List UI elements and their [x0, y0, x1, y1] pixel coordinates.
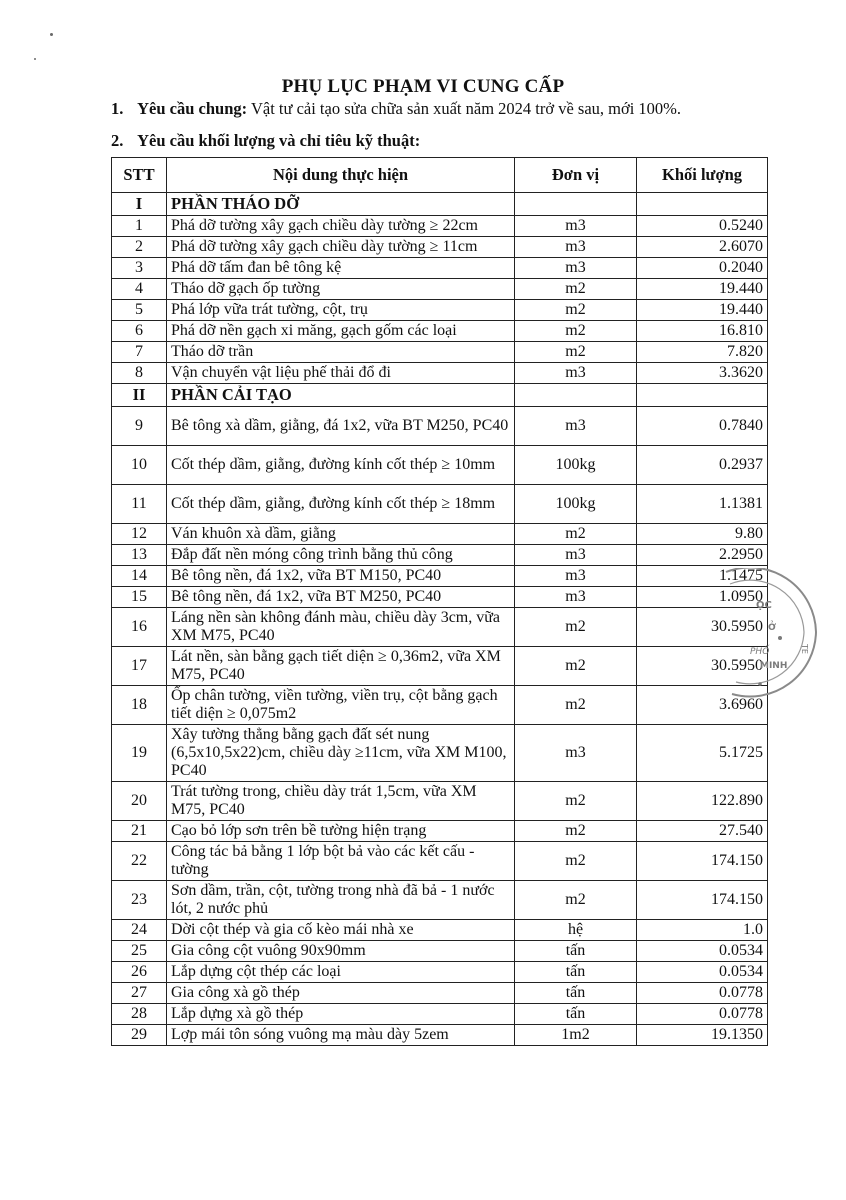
work-description: Bê tông nền, đá 1x2, vữa BT M250, PC40 [167, 587, 515, 608]
unit-cell: m2 [515, 782, 637, 821]
unit-cell: m2 [515, 279, 637, 300]
table-row [112, 321, 768, 342]
work-description: Tháo dỡ trần [167, 342, 515, 363]
work-description: Bê tông xà dầm, giằng, đá 1x2, vữa BT M250, PC40 [167, 407, 515, 446]
row-number: 5 [112, 300, 167, 321]
row-number: 26 [112, 962, 167, 983]
quantity-cell: 27.540 [637, 821, 768, 842]
unit-cell: 1m2 [515, 1025, 637, 1046]
stamp-text: MINH [760, 661, 788, 671]
table-row [112, 342, 768, 363]
row-number: 6 [112, 321, 167, 342]
work-description: Phá dỡ tường xây gạch chiều dày tường ≥ 22cm [167, 216, 515, 237]
table-row [112, 279, 768, 300]
work-description: Bê tông nền, đá 1x2, vữa BT M150, PC40 [167, 566, 515, 587]
work-description: Sơn dầm, trần, cột, tường trong nhà đã bả - 1 nước lót, 2 nước phủ [167, 881, 515, 920]
table-row [112, 920, 768, 941]
table-row [112, 300, 768, 321]
empty-cell [515, 193, 637, 216]
table-row [112, 407, 768, 446]
quantity-cell: 30.5950 [637, 608, 768, 647]
quantity-cell: 19.440 [637, 300, 768, 321]
work-description: Lắp dựng xà gồ thép [167, 1004, 515, 1025]
quantity-cell: 174.150 [637, 881, 768, 920]
work-description: Cốt thép dầm, giằng, đường kính cốt thép ≥ 18mm [167, 485, 515, 524]
unit-cell: tấn [515, 962, 637, 983]
work-description: Trát tường trong, chiều dày trát 1,5cm, vữa XM M75, PC40 [167, 782, 515, 821]
table-row [112, 545, 768, 566]
work-description: Phá lớp vữa trát tường, cột, trụ [167, 300, 515, 321]
work-description: Láng nền sàn không đánh màu, chiều dày 3cm, vữa XM M75, PC40 [167, 608, 515, 647]
empty-cell [637, 193, 768, 216]
unit-cell: m3 [515, 258, 637, 279]
section-title: PHẦN THÁO DỠ [167, 193, 515, 216]
work-description: Cốt thép dầm, giằng, đường kính cốt thép ≥ 10mm [167, 446, 515, 485]
quantity-cell: 0.0534 [637, 941, 768, 962]
quantity-cell: 1.0 [637, 920, 768, 941]
work-description: Phá dỡ nền gạch xi măng, gạch gốm các loại [167, 321, 515, 342]
table-row [112, 237, 768, 258]
row-number: 28 [112, 1004, 167, 1025]
row-number: 19 [112, 725, 167, 782]
unit-cell: m2 [515, 321, 637, 342]
row-number: 3 [112, 258, 167, 279]
table-row [112, 725, 768, 782]
requirement-number: 1. [111, 99, 124, 118]
quantity-cell: 3.6960 [637, 686, 768, 725]
quantity-cell: 0.7840 [637, 407, 768, 446]
row-number: 13 [112, 545, 167, 566]
unit-cell: m3 [515, 566, 637, 587]
work-description: Vận chuyển vật liệu phế thải đổ đi [167, 363, 515, 384]
scan-speck [34, 58, 36, 60]
row-number: 15 [112, 587, 167, 608]
unit-cell: 100kg [515, 485, 637, 524]
row-number: 24 [112, 920, 167, 941]
quantity-cell: 122.890 [637, 782, 768, 821]
table-row [112, 1025, 768, 1046]
section-number: I [112, 193, 167, 216]
table-row [112, 446, 768, 485]
work-description: Ốp chân tường, viền tường, viền trụ, cột bằng gạch tiết diện ≥ 0,075m2 [167, 686, 515, 725]
table-row [112, 881, 768, 920]
row-number: 10 [112, 446, 167, 485]
quantity-cell: 1.0950 [637, 587, 768, 608]
volume-requirement [111, 131, 420, 151]
stamp-text: ỌC [756, 600, 772, 611]
table-row [112, 1004, 768, 1025]
unit-cell: m2 [515, 881, 637, 920]
row-number: 14 [112, 566, 167, 587]
work-description: Xây tường thẳng bằng gạch đất sét nung (6,5x10,5x22)cm, chiều dày ≥11cm, vữa XM M100, PC40 [167, 725, 515, 782]
header-content: Nội dung thực hiện [167, 158, 515, 193]
unit-cell: m3 [515, 216, 637, 237]
row-number: 9 [112, 407, 167, 446]
header-unit: Đơn vị [515, 158, 637, 193]
table-row [112, 524, 768, 545]
unit-cell: tấn [515, 941, 637, 962]
work-description: Lắp dựng cột thép các loại [167, 962, 515, 983]
header-quantity: Khối lượng [637, 158, 768, 193]
stamp-dot [778, 636, 782, 640]
unit-cell: m3 [515, 363, 637, 384]
table-body [112, 193, 768, 1046]
scope-table [111, 157, 768, 1046]
empty-cell [637, 384, 768, 407]
work-description: Gia công xà gồ thép [167, 983, 515, 1004]
section-number: II [112, 384, 167, 407]
quantity-cell: 7.820 [637, 342, 768, 363]
requirement-text: Vật tư cải tạo sửa chữa sản xuất năm 2024 trở về sau, mới 100%. [247, 99, 682, 118]
unit-cell: m2 [515, 608, 637, 647]
table-row [112, 941, 768, 962]
table-row [112, 821, 768, 842]
quantity-cell: 1.1475 [637, 566, 768, 587]
table-row [112, 608, 768, 647]
row-number: 16 [112, 608, 167, 647]
work-description: Công tác bả bằng 1 lớp bột bả vào các kết cấu - tường [167, 842, 515, 881]
quantity-cell: 1.1381 [637, 485, 768, 524]
quantity-cell: 9.80 [637, 524, 768, 545]
stamp-text: Ở [768, 623, 776, 633]
table-row [112, 485, 768, 524]
table-row [112, 983, 768, 1004]
row-number: 2 [112, 237, 167, 258]
work-description: Cạo bỏ lớp sơn trên bề tường hiện trạng [167, 821, 515, 842]
unit-cell: hệ [515, 920, 637, 941]
table-row [112, 587, 768, 608]
section-row [112, 384, 768, 407]
quantity-cell: 0.0778 [637, 983, 768, 1004]
section-title: PHẦN CẢI TẠO [167, 384, 515, 407]
row-number: 4 [112, 279, 167, 300]
unit-cell: tấn [515, 1004, 637, 1025]
unit-cell: m2 [515, 686, 637, 725]
quantity-cell: 0.5240 [637, 216, 768, 237]
table-row [112, 962, 768, 983]
quantity-cell: 0.2040 [637, 258, 768, 279]
work-description: Lát nền, sàn bằng gạch tiết diện ≥ 0,36m2, vữa XM M75, PC40 [167, 647, 515, 686]
work-description: Phá dỡ tường xây gạch chiều dày tường ≥ 11cm [167, 237, 515, 258]
quantity-cell: 0.0534 [637, 962, 768, 983]
unit-cell: m3 [515, 237, 637, 258]
quantity-cell: 19.1350 [637, 1025, 768, 1046]
quantity-cell: 0.0778 [637, 1004, 768, 1025]
unit-cell: m3 [515, 587, 637, 608]
unit-cell: m3 [515, 725, 637, 782]
row-number: 8 [112, 363, 167, 384]
table-row [112, 216, 768, 237]
section-row [112, 193, 768, 216]
general-requirement [111, 99, 681, 119]
row-number: 11 [112, 485, 167, 524]
quantity-cell: 174.150 [637, 842, 768, 881]
row-number: 12 [112, 524, 167, 545]
page-title: PHỤ LỤC PHẠM VI CUNG CẤP [281, 76, 565, 97]
table-row [112, 686, 768, 725]
work-description: Lợp mái tôn sóng vuông mạ màu dày 5zem [167, 1025, 515, 1046]
table-row [112, 782, 768, 821]
requirement-label: Yêu cầu chung: [137, 99, 248, 118]
row-number: 23 [112, 881, 167, 920]
row-number: 25 [112, 941, 167, 962]
table-row [112, 566, 768, 587]
row-number: 20 [112, 782, 167, 821]
unit-cell: m2 [515, 300, 637, 321]
unit-cell: m2 [515, 524, 637, 545]
unit-cell: m2 [515, 342, 637, 363]
unit-cell: m2 [515, 821, 637, 842]
quantity-cell: 0.2937 [637, 446, 768, 485]
stamp-text: PHỐ [750, 647, 770, 657]
row-number: 1 [112, 216, 167, 237]
row-number: 17 [112, 647, 167, 686]
quantity-cell: 16.810 [637, 321, 768, 342]
scan-speck [50, 33, 53, 36]
unit-cell: m2 [515, 842, 637, 881]
work-description: Gia công cột vuông 90x90mm [167, 941, 515, 962]
quantity-cell: 19.440 [637, 279, 768, 300]
row-number: 18 [112, 686, 167, 725]
work-description: Dời cột thép và gia cố kèo mái nhà xe [167, 920, 515, 941]
quantity-cell: 5.1725 [637, 725, 768, 782]
unit-cell: tấn [515, 983, 637, 1004]
row-number: 21 [112, 821, 167, 842]
row-number: 27 [112, 983, 167, 1004]
requirement-number: 2. [111, 131, 124, 150]
row-number: 22 [112, 842, 167, 881]
unit-cell: m3 [515, 545, 637, 566]
table-header-row [112, 158, 768, 193]
row-number: 29 [112, 1025, 167, 1046]
quantity-cell: 30.5950 [637, 647, 768, 686]
work-description: Tháo dỡ gạch ốp tường [167, 279, 515, 300]
work-description: Phá dỡ tấm đan bê tông kệ [167, 258, 515, 279]
empty-cell [515, 384, 637, 407]
header-stt: STT [112, 158, 167, 193]
row-number: 7 [112, 342, 167, 363]
work-description: Đắp đất nền móng công trình bằng thủ công [167, 545, 515, 566]
unit-cell: m3 [515, 407, 637, 446]
table-row [112, 258, 768, 279]
requirement-label: Yêu cầu khối lượng và chỉ tiêu kỹ thuật: [137, 131, 421, 150]
table-row [112, 842, 768, 881]
table-row [112, 363, 768, 384]
unit-cell: m2 [515, 647, 637, 686]
quantity-cell: 2.6070 [637, 237, 768, 258]
unit-cell: 100kg [515, 446, 637, 485]
work-description: Ván khuôn xà dầm, giằng [167, 524, 515, 545]
stamp-text: TE [800, 644, 809, 654]
quantity-cell: 3.3620 [637, 363, 768, 384]
table-row [112, 647, 768, 686]
quantity-cell: 2.2950 [637, 545, 768, 566]
